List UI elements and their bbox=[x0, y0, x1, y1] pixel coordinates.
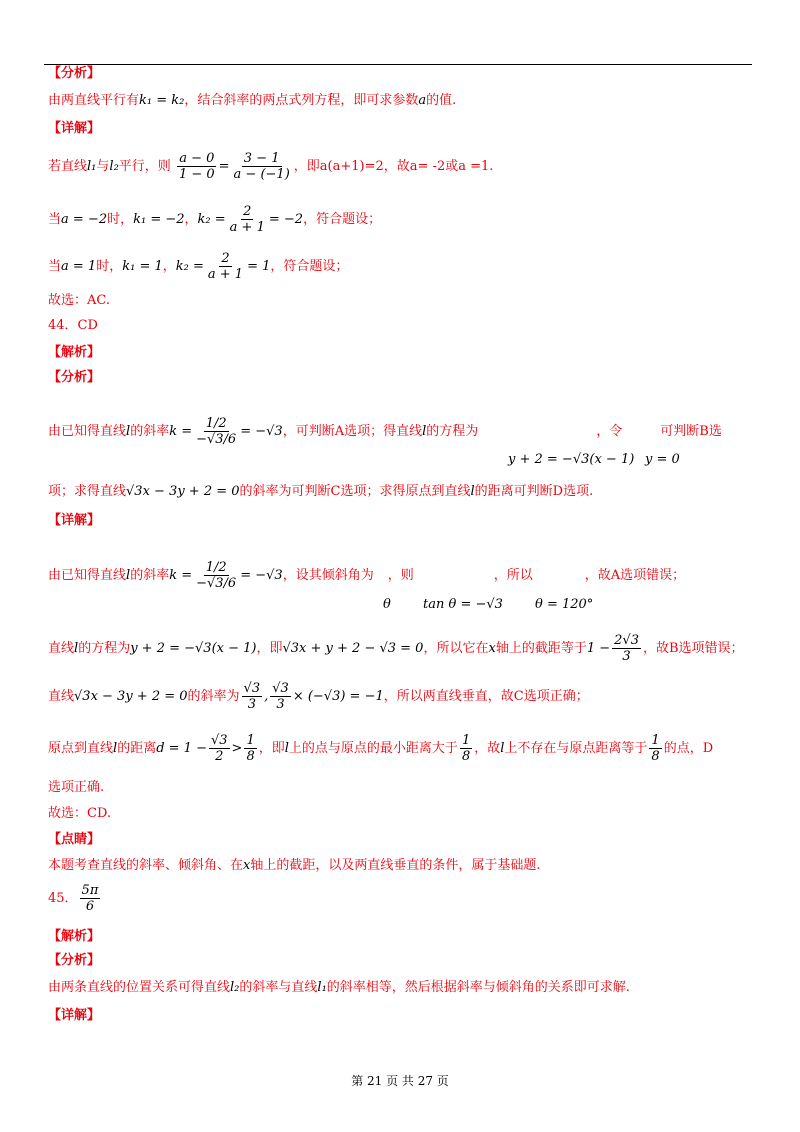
section-jiexi-q44: 【解析】 bbox=[48, 345, 101, 360]
section-xiangjie-q45: 【详解】 bbox=[48, 1008, 101, 1023]
q44-tan: tan θ = −√3 bbox=[423, 597, 503, 612]
q45-analysis: 由两条直线的位置关系可得直线l₂的斜率与直线l₁的斜率相等，然后根据斜率与倾斜角的关系即可求解. bbox=[48, 980, 630, 995]
q44-analysis-y0: y = 0 bbox=[645, 452, 680, 467]
q44-detail-1: 由已知得直线l的斜率k = $\frac{1/2}{-√3/6}$ = −√3，设其倾斜角为 ，则 ，所以 ，故A选项错误； bbox=[48, 560, 686, 591]
q44-detail-2: 直线l的方程为y + 2 = −√3(x − 1)，即√3x + y + 2 − √3 = 0，所以它在x轴上的截距等于1 − $\frac{2√3}{3}$ ，故B选项错误； bbox=[48, 633, 744, 664]
q44-analysis-2: 项；求得直线√3x − 3y + 2 = 0的斜率为可判断C选项；求得原点到直线l的距离可判断D选项. bbox=[48, 484, 594, 499]
section-fenxi-q44: 【分析】 bbox=[48, 370, 101, 385]
section-fenxi-q45: 【分析】 bbox=[48, 953, 101, 968]
section-xiangjie-q44: 【详解】 bbox=[48, 513, 101, 528]
q43-detail-1: 若直线l₁与l₂平行，则 $\frac{a - 0}{1 - 0}$ = $\frac{3 - 1}{a - (-1)}$ ，即a(a+1)=2，故a= -2或a =1. bbox=[48, 151, 494, 182]
q44-detail-5: 选项正确. bbox=[48, 780, 105, 795]
q43-answer: 故选：AC. bbox=[48, 293, 111, 308]
header-rule bbox=[44, 64, 752, 65]
section-dianjing-q44: 【点睛】 bbox=[48, 832, 101, 847]
q45-header: 45． $\frac{5\pi}{6}$ bbox=[48, 883, 99, 914]
q44-analysis-eq: y + 2 = −√3(x − 1) bbox=[508, 452, 635, 467]
q44-theta: θ bbox=[383, 597, 391, 612]
page-footer: 第 21 页 共 27 页 bbox=[351, 1074, 449, 1088]
section-xiangjie-q43: 【详解】 bbox=[48, 121, 101, 136]
q44-angle: θ = 120° bbox=[535, 597, 594, 612]
q44-summary: 本题考查直线的斜率、倾斜角、在x轴上的截距，以及两直线垂直的条件，属于基础题. bbox=[48, 858, 541, 873]
q43-analysis: 由两直线平行有k₁ = k₂，结合斜率的两点式列方程，即可求参数a的值. bbox=[48, 93, 457, 108]
q44-answer: 故选：CD. bbox=[48, 806, 112, 821]
q43-case-1: 当a = −2时，k₁ = −2，k₂ = $\frac{2}{a + 1}$ = −2，符合题设； bbox=[48, 204, 382, 235]
q44-analysis-1: 由已知得直线l的斜率k = $\frac{1/2}{-√3/6}$ = −√3，可判断A选项；得直线l的方程为 ，令 可判断B选 bbox=[48, 416, 722, 447]
q44-detail-3: 直线√3x − 3y + 2 = 0的斜率为 $\frac{√3}{3}$ , $\frac{√3}{3}$ × (−√3) = −1，所以两直线垂直，故C选项正确； bbox=[48, 681, 589, 712]
q44-header: 44．CD bbox=[48, 318, 98, 333]
q44-detail-4: 原点到直线l的距离d = 1 − $\frac{√3}{2}$ > $\frac{1}{8}$ ，即l上的点与原点的最小距离大于 $\frac{1}{8}$ ，故l上不存在与原点距离等于 $\frac{1}{8}$ 的点，D bbox=[48, 733, 714, 764]
section-fenxi-q43: 【分析】 bbox=[48, 66, 101, 81]
section-jiexi-q45: 【解析】 bbox=[48, 929, 101, 944]
q43-case-2: 当a = 1时，k₁ = 1，k₂ = $\frac{2}{a + 1}$ = 1，符合题设； bbox=[48, 251, 349, 282]
